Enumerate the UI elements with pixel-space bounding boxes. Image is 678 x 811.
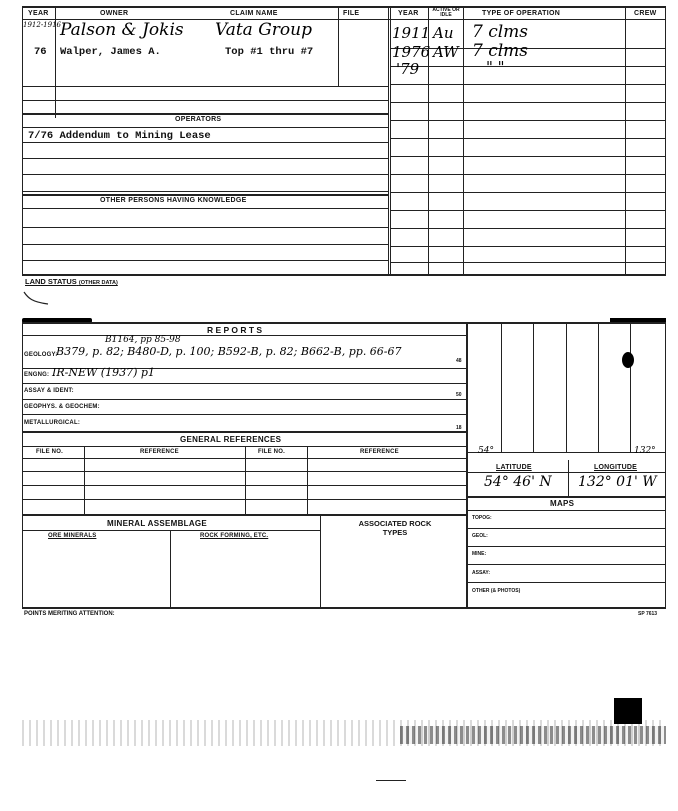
reports-heading: R E P O R T S: [207, 325, 263, 335]
report-geology-num: 48: [456, 358, 462, 364]
lat-tick: 54°: [478, 446, 494, 456]
header-claim-name: CLAIM NAME: [230, 10, 278, 17]
header-owner: OWNER: [100, 10, 129, 17]
operation-1-year: 1911: [392, 24, 431, 42]
operation-2-type: 7 clms: [472, 41, 529, 61]
operators-entry: 7/76 Addendum to Mining Lease: [28, 130, 211, 142]
general-refs-col-file-1: FILE NO.: [36, 449, 63, 455]
operation-2-year: 1976: [392, 43, 431, 61]
maps-topog: TOPOG:: [472, 515, 492, 521]
operation-2-status: AW: [433, 43, 459, 61]
header-year-2: YEAR: [398, 10, 419, 17]
report-metallurgical-label: METALLURGICAL:: [24, 420, 81, 426]
pencil-mark: [22, 290, 52, 308]
points-label: POINTS MERITING ATTENTION:: [24, 611, 115, 617]
scan-noise: [400, 726, 666, 744]
maps-mine: MINE:: [472, 551, 487, 557]
owner-row-2-claim: Top #1 thru #7: [225, 46, 314, 58]
land-status-label: LAND STATUS (OTHER DATA): [25, 277, 118, 286]
operators-heading: OPERATORS: [175, 116, 222, 123]
header-file: FILE: [343, 10, 360, 17]
mineral-assoc-label: ASSOCIATED ROCK TYPES: [358, 519, 432, 537]
mineral-rock-label: ROCK FORMING, ETC.: [200, 533, 269, 539]
maps-geol: GEOL:: [472, 533, 488, 539]
report-geophys-label: GEOPHYS. & GEOCHEM:: [24, 404, 100, 410]
maps-other: OTHER (& PHOTOS): [472, 588, 521, 594]
report-assay-label: ASSAY & IDENT:: [24, 388, 74, 394]
report-geology-value: B379, p. 82; B480-D, p. 100; B592-B, p. 82; B662-B, pp. 66-67: [56, 345, 402, 358]
report-engng-value: IR-NEW (1937) p1: [52, 366, 155, 379]
mineral-ore-label: ORE MINERALS: [48, 533, 97, 539]
report-engng-label: ENGNG:: [24, 372, 50, 378]
latitude-value: 54° 46' N: [484, 474, 552, 490]
owner-row-2-year: 76: [34, 46, 47, 58]
maps-heading: MAPS: [550, 499, 575, 508]
report-geology-above: B1164, pp 85-98: [105, 335, 181, 345]
latitude-label: LATITUDE: [496, 464, 532, 471]
report-assay-num: 50: [456, 392, 462, 398]
owner-row-1-claim: Vata Group: [215, 20, 312, 40]
header-type-of-operation: TYPE OF OPERATION: [482, 10, 561, 17]
operation-3-year: '79: [396, 60, 420, 78]
operation-1-status: Au: [433, 24, 454, 42]
general-refs-heading: GENERAL REFERENCES: [180, 435, 282, 444]
general-refs-col-file-2: FILE NO.: [258, 449, 285, 455]
longitude-value: 132° 01' W: [578, 474, 657, 490]
header-active-idle: ACTIVE OR IDLE: [432, 7, 460, 18]
location-dot-icon: [616, 348, 640, 372]
report-geology-label: GEOLOGY:: [24, 352, 58, 358]
operation-3-type: " ": [486, 58, 505, 76]
operation-1-type: 7 clms: [472, 22, 529, 42]
report-metallurgical-num: 18: [456, 425, 462, 431]
owner-row-1-year: 1912-1916: [23, 21, 61, 29]
header-crew: CREW: [634, 10, 657, 17]
knowledge-heading: OTHER PERSONS HAVING KNOWLEDGE: [100, 197, 247, 204]
longitude-label: LONGITUDE: [594, 464, 638, 471]
form-number: SP 7613: [638, 611, 658, 617]
mineral-heading: MINERAL ASSEMBLAGE: [107, 519, 208, 528]
owner-row-1-owner: Palson & Jokis: [60, 20, 184, 40]
general-refs-col-reference-2: REFERENCE: [360, 449, 399, 455]
general-refs-col-reference-1: REFERENCE: [140, 449, 179, 455]
header-year: YEAR: [28, 10, 49, 17]
owner-row-2-owner: Walper, James A.: [60, 46, 161, 58]
maps-assay: ASSAY:: [472, 570, 491, 576]
lon-tick: 132°: [634, 446, 656, 456]
